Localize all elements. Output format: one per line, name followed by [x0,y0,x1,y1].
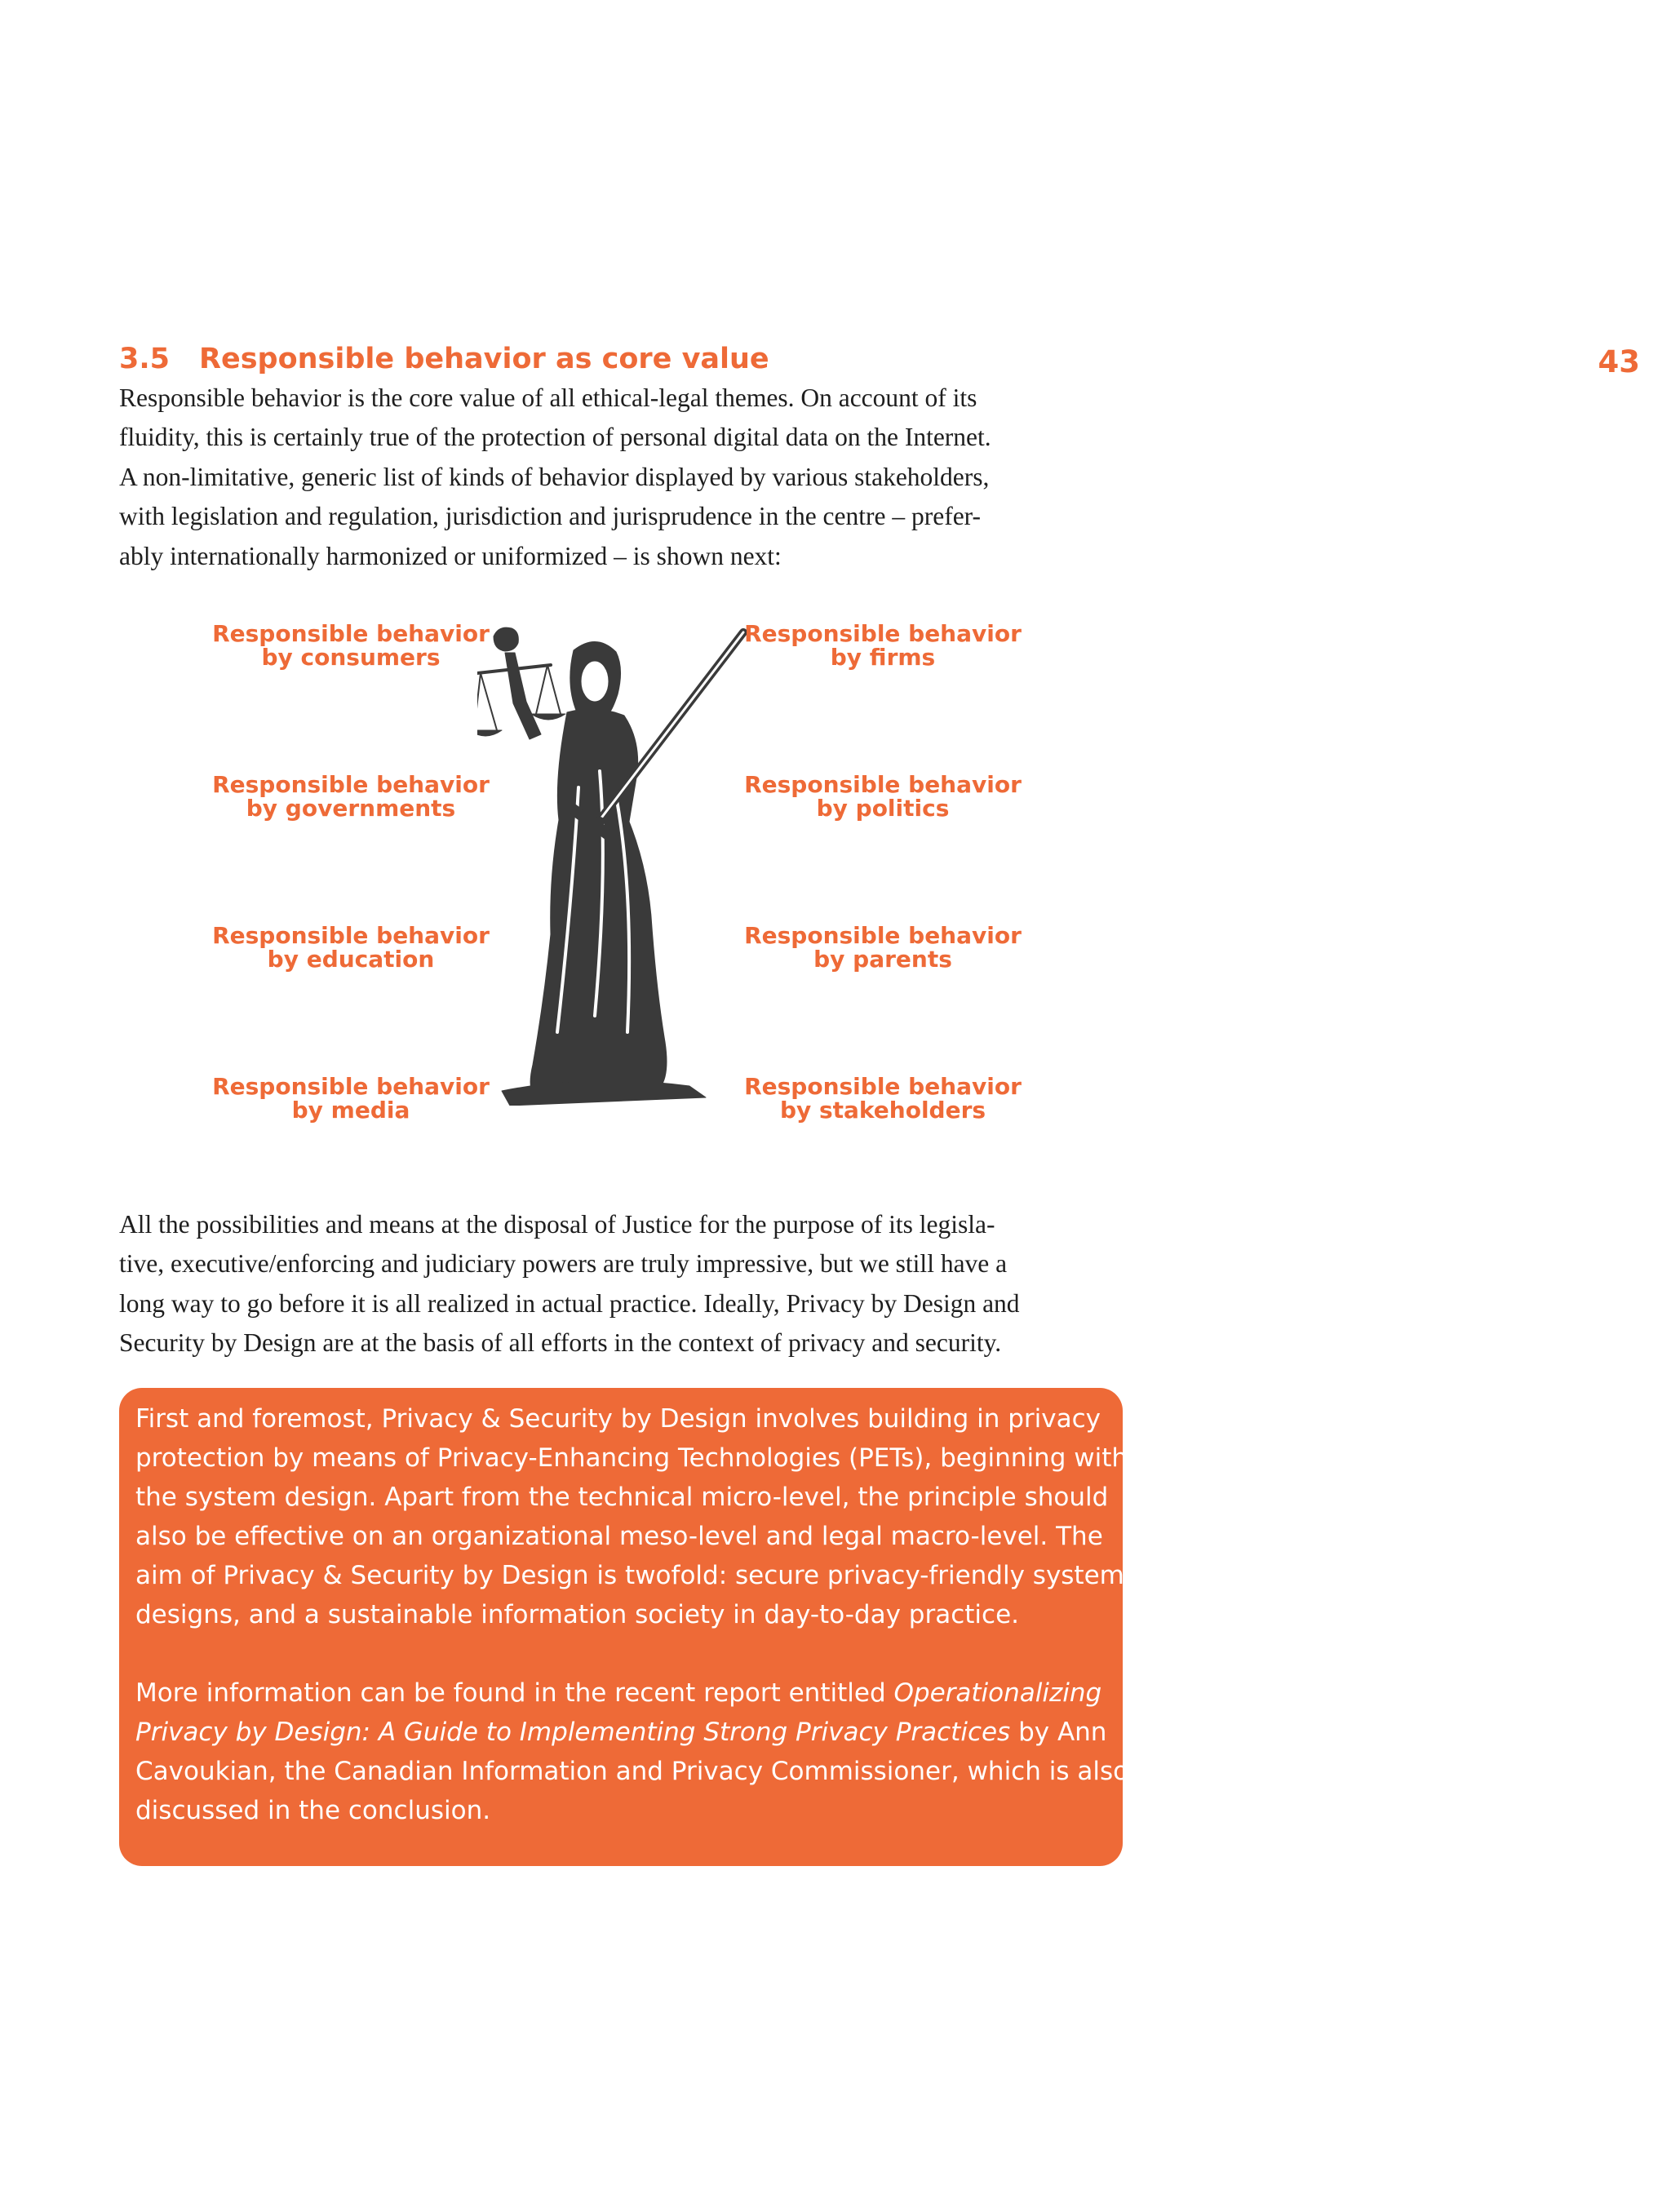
intro-line: Responsible behavior is the core value of all ethical-legal themes. On account of its [119,383,977,412]
label-politics [736,773,1030,820]
callout-line: protection by means of Privacy-Enhancing Technologies (PETs), beginning with [135,1443,1128,1473]
label-line: Responsible behavior [744,922,1022,949]
callout-line: aim of Privacy & Security by Design is twofold: secure privacy-friendly system [135,1561,1124,1590]
scale-pan-right [531,714,565,720]
report-title-part2: Privacy by Design: A Guide to Implementing Strong Privacy Practices [135,1718,1011,1747]
label-firms [736,622,1030,669]
responsible-behavior-figure [204,608,1020,1163]
callout-text-plain: by Ann [1010,1718,1107,1747]
label-line: Responsible behavior [212,771,490,798]
callout-text [135,1399,1129,1830]
intro-line: fluidity, this is certainly true of the protection of personal digital data on the Internet. [119,423,991,452]
justice-line: tive, executive/enforcing and judiciary powers are truly impressive, but we still have a [119,1249,1008,1279]
intro-line: A non-limitative, generic list of kinds of behavior displayed by various stakeholders, [119,462,990,491]
raised-fist [494,627,518,651]
privacy-by-design-callout [119,1388,1129,1866]
callout-line: also be effective on an organizational meso-level and legal macro-level. The [135,1522,1103,1551]
intro-line: ably internationally harmonized or uniformized – is shown next: [119,541,782,570]
label-education [204,924,498,971]
label-line: by governments [246,795,456,822]
scale-pan-left [477,730,502,736]
label-governments [204,773,498,820]
label-line: Responsible behavior [744,1073,1022,1100]
paragraph-gap [135,1634,1115,1673]
callout-line: First and foremost, Privacy & Security by Design involves building in privacy [135,1404,1101,1434]
statue-robe [530,709,667,1097]
label-line: Responsible behavior [744,620,1022,647]
label-media [204,1075,498,1122]
callout-line: the system design. Apart from the technical micro-level, the principle should [135,1483,1109,1512]
report-title-part1: Operationalizing [893,1678,1102,1708]
section-title: Responsible behavior as core value [199,343,769,375]
label-line: Responsible behavior [212,1073,490,1100]
label-line: Responsible behavior [212,922,490,949]
justice-line: All the possibilities and means at the disposal of Justice for the purpose of its legisla- [119,1210,995,1239]
section-heading [119,343,769,375]
callout-line: designs, and a sustainable information society in day-to-day practice. [135,1600,1020,1629]
intro-paragraph [119,379,1131,576]
callout-line [135,1713,1115,1752]
label-stakeholders [736,1075,1030,1122]
label-line: by politics [816,795,950,822]
label-line: by stakeholders [779,1097,986,1124]
callout-line: Cavoukian, the Canadian Information and Privacy Commissioner, which is also [135,1757,1129,1786]
label-line: by consumers [261,644,441,671]
label-line: by education [267,946,435,973]
justice-line: long way to go before it is all realized in actual practice. Ideally, Privacy by Design and [119,1288,1020,1318]
label-line: Responsible behavior [744,771,1022,798]
justice-line: Security by Design are at the basis of all efforts in the context of privacy and security. [119,1328,1002,1358]
statue-face [580,660,609,703]
label-consumers [204,622,498,669]
callout-text-plain: More information can be found in the recent report entitled [135,1678,894,1708]
label-line: by firms [830,644,936,671]
label-parents [736,924,1030,971]
label-line: by parents [813,946,952,973]
label-line: by media [291,1097,410,1124]
intro-line: with legislation and regulation, jurisdiction and jurisprudence in the centre – prefer- [119,502,982,531]
label-line: Responsible behavior [212,620,490,647]
lady-justice-statue [477,608,747,1106]
section-number: 3.5 [119,343,171,375]
page-number: 43 [1598,344,1640,379]
callout-line [135,1673,1115,1713]
callout-line: discussed in the conclusion. [135,1796,491,1825]
justice-paragraph [119,1205,1131,1363]
